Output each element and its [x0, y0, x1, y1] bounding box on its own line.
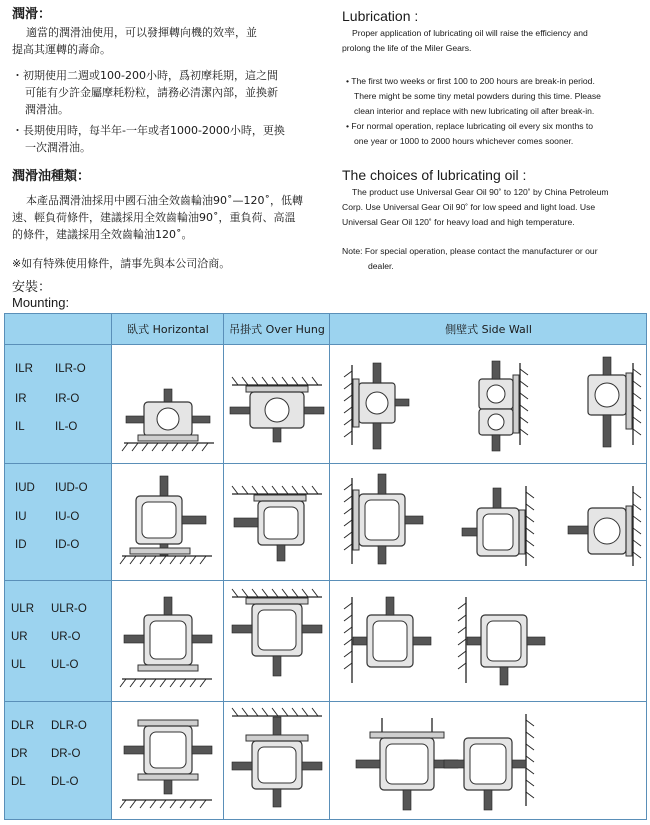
zh-oil-text-3: 的條件，建議採用全效齒輪油120˚。 [12, 228, 193, 241]
code-UR: UR [11, 631, 28, 643]
row-1-overhung-diagram [223, 345, 329, 463]
header-sidewall: 側壁式 Side Wall [329, 314, 646, 344]
en-oil-title: The choices of lubricating oil : [342, 167, 527, 183]
en-bullet-2-l2: one year or 1000 to 2000 hours whichever comes sooner. [354, 136, 574, 146]
code-DLR: DLR [11, 720, 35, 732]
code-IR: IR [15, 393, 27, 405]
code-IU: IU [15, 511, 27, 523]
row-2-horizontal-diagram [111, 464, 223, 580]
row-3-sidewall-diagrams [329, 581, 646, 701]
zh-note: ※如有特殊使用條件，請事先與本公司洽商。 [12, 257, 231, 270]
mounting-row-1 [5, 345, 646, 463]
gearbox-horizontal-icon [112, 464, 224, 580]
code-IUD-O: IUD-O [55, 482, 88, 494]
row-1-sidewall-diagrams [329, 345, 646, 463]
zh-bullet-1-l2: 可能有少許金屬摩耗粉粒，請務必清潔內部，並換新 [25, 86, 278, 99]
zh-lube-title: 潤滑： [12, 7, 52, 22]
code-DL-O: DL-O [51, 776, 79, 788]
mounting-title-zh: 安裝： [12, 279, 52, 294]
code-ID: ID [15, 539, 27, 551]
zh-bullet-1: ・初期使用二週或100-200小時，爲初摩耗期，這之間 [12, 69, 278, 82]
code-ULR: ULR [11, 603, 35, 615]
gearbox-horizontal-icon [112, 702, 224, 819]
en-lube-intro-2: prolong the life of the Miler Gears. [342, 43, 472, 53]
zh-oil-text: 本產品潤滑油採用中國石油全效齒輪油90˚—120˚，低轉 [26, 194, 303, 207]
header-overhung: 吊掛式 Over Hung [223, 314, 329, 344]
code-DR-O: DR-O [51, 748, 81, 760]
mounting-row-4 [5, 702, 646, 819]
code-UL-O: UL-O [51, 659, 79, 671]
gearbox-sidewall-icon [330, 581, 647, 701]
zh-oil-text-2: 速、輕負荷條件，建議採用全效齒輪油90˚，重負荷、高溫 [12, 211, 296, 224]
gearbox-overhung-icon [224, 345, 330, 463]
en-bullet-1-l2: There might be some tiny metal powders during this time. Please [354, 91, 601, 101]
row-4-overhung-diagram [223, 702, 329, 819]
code-IU-O: IU-O [55, 511, 80, 523]
gearbox-sidewall-icon [330, 345, 647, 463]
code-IUD: IUD [15, 482, 35, 494]
row-4-sidewall-diagrams [329, 702, 646, 819]
en-bullet-1-l3: clean interior and replace with new lubricating oil after break-in. [354, 106, 595, 116]
en-bullet-1: • The first two weeks or first 100 to 200 hours are break-in period. [346, 76, 595, 86]
en-bullet-2: • For normal operation, replace lubricating oil every six months to [346, 121, 594, 131]
row-3-overhung-diagram [223, 581, 329, 701]
code-IR-O: IR-O [55, 393, 80, 405]
gearbox-horizontal-icon [112, 581, 224, 701]
row-2-codes [5, 464, 111, 580]
row-2-sidewall-diagrams [329, 464, 646, 580]
row-1-codes [5, 345, 111, 463]
gearbox-horizontal-icon [112, 345, 224, 463]
row-3-codes [5, 581, 111, 701]
gearbox-sidewall-icon [330, 464, 647, 580]
mounting-row-3 [5, 581, 646, 701]
en-oil-text-3: Universal Gear Oil 120˚ for heavy load and high temperature. [342, 217, 575, 227]
en-note-2: dealer. [368, 261, 394, 271]
zh-bullet-2-l2: 一次潤滑油。 [25, 141, 91, 154]
gearbox-overhung-icon [224, 464, 330, 580]
zh-bullet-1-l3: 潤滑油。 [25, 103, 69, 116]
en-text-column [342, 6, 642, 274]
en-oil-text-2: Corp. Use Universal Gear Oil 90˚ for low speed and light load. Use [342, 202, 596, 212]
code-DLR-O: DLR-O [51, 720, 87, 732]
code-DR: DR [11, 748, 28, 760]
zh-lube-intro-2: 提高其運轉的壽命。 [12, 43, 111, 56]
zh-lube-intro: 適當的潤滑油使用，可以發揮轉向機的效率，並 [26, 26, 257, 39]
row-3-horizontal-diagram [111, 581, 223, 701]
zh-bullet-2: ・長期使用時，每半年-一年或者1000-2000小時，更換 [12, 124, 285, 137]
row-4-horizontal-diagram [111, 702, 223, 819]
code-UL: UL [11, 659, 26, 671]
gearbox-overhung-icon [224, 702, 330, 819]
mounting-title-en: Mounting: [12, 295, 70, 310]
zh-oil-title: 潤滑油種類： [12, 169, 91, 184]
en-oil-text: The product use Universal Gear Oil 90˚ to 120˚ by China Petroleum [352, 187, 609, 197]
mounting-title [12, 279, 69, 311]
mounting-table-header [5, 314, 646, 344]
row-2-overhung-diagram [223, 464, 329, 580]
row-4-codes [5, 702, 111, 819]
code-ULR-O: ULR-O [51, 603, 87, 615]
en-note: Note: For special operation, please contact the manufacturer or our [342, 246, 598, 256]
gearbox-overhung-icon [224, 581, 330, 701]
zh-text-column [12, 6, 324, 272]
code-ILR: ILR [15, 363, 33, 375]
gearbox-sidewall-icon [330, 702, 647, 819]
row-1-horizontal-diagram [111, 345, 223, 463]
code-UR-O: UR-O [51, 631, 81, 643]
mounting-row-2 [5, 464, 646, 580]
code-ILR-O: ILR-O [55, 363, 86, 375]
mounting-table [4, 313, 647, 820]
code-DL: DL [11, 776, 26, 788]
en-lube-intro: Proper application of lubricating oil will raise the efficiency and [352, 28, 588, 38]
code-IL: IL [15, 421, 25, 433]
code-ID-O: ID-O [55, 539, 80, 551]
en-lube-title: Lubrication : [342, 8, 419, 24]
code-IL-O: IL-O [55, 421, 78, 433]
header-horizontal: 臥式 Horizontal [111, 314, 223, 344]
